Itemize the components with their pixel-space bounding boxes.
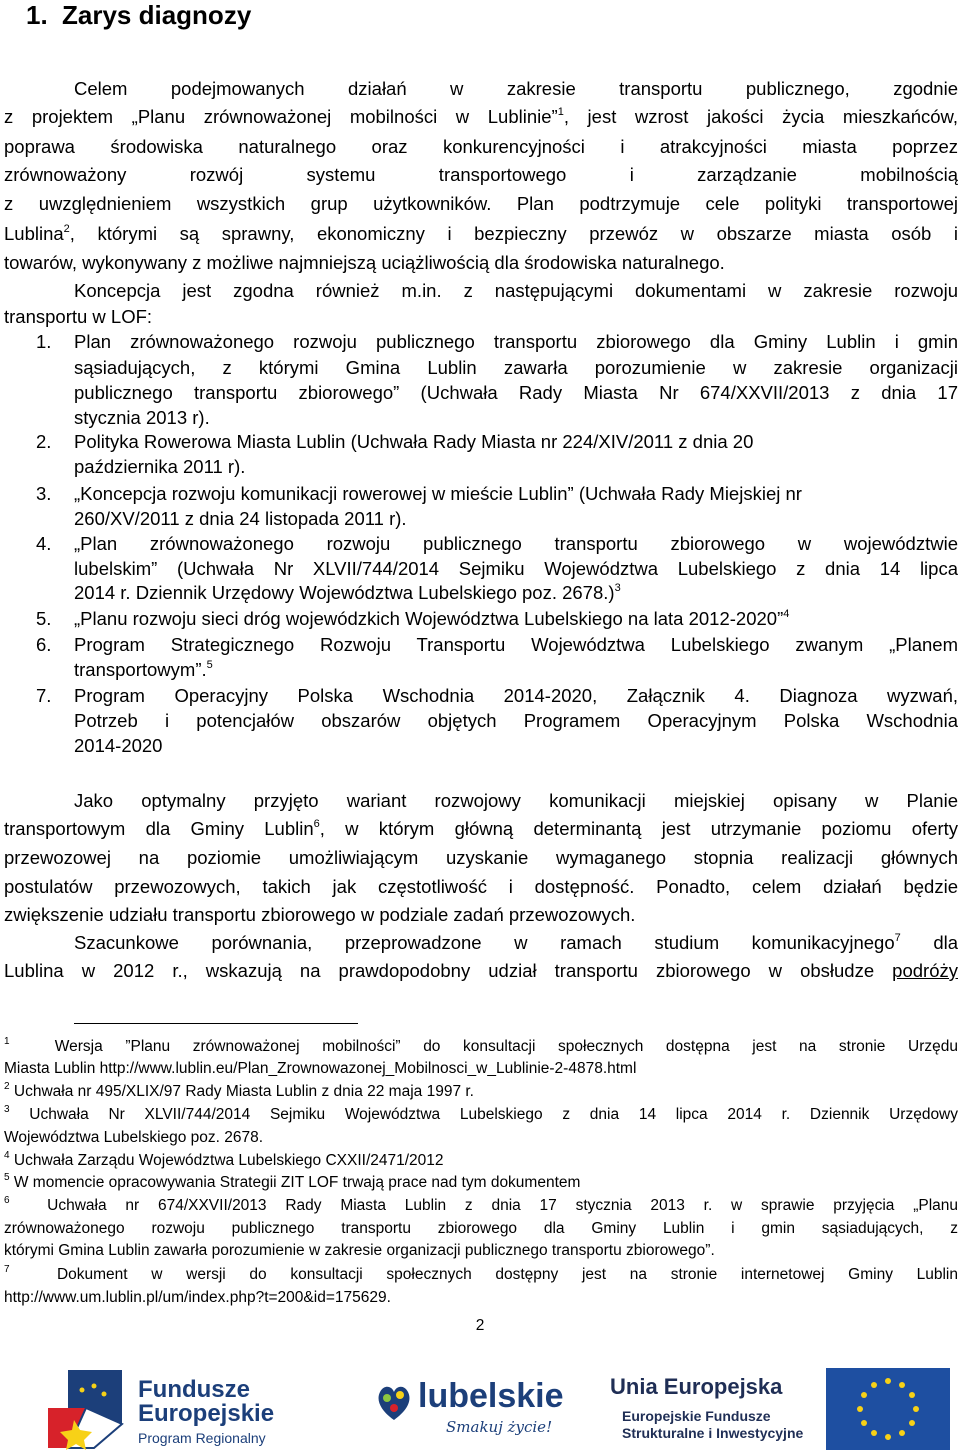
lubelskie-name: lubelskie	[418, 1377, 564, 1415]
body-line: Lublina$^2$, którymi są sprawny, ekonomiczny i bezpieczny przewóz w obszarze miasta osób i	[4, 223, 958, 244]
footnote: którymi Gmina Lublin zawarła porozumienie w zakresie organizacji publicznego transportu zbiorowego”.	[4, 1242, 715, 1259]
body-line: Lublina w 2012 r., wskazują na prawdopodobny udział transportu zbiorowego w obsłudze podróży	[4, 960, 958, 981]
body-line: towarów, wykonywany z możliwe najmniejszą uciążliwością dla środowiska naturalnego.	[4, 252, 725, 273]
footnote: $^7$ Dokument w wersji do konsultacji społecznych dostępny jest na stronie internetowej Gminy Lublin	[4, 1264, 958, 1283]
list-item-line: „Planu rozwoju sieci dróg wojewódzkich Województwa Lubelskiego na lata 2012-2020”$^4$	[74, 608, 790, 629]
footnote-ref: 7	[894, 932, 901, 944]
footnote: $^4$ Uchwała Zarządu Województwa Lubelskiego CXXII/2471/2012	[4, 1150, 444, 1169]
body-line: Koncepcja jest zgodna również m.in. z następującymi dokumentami w zakresie rozwoju	[74, 280, 958, 301]
footnote: Województwa Lubelskiego poz. 2678.	[4, 1129, 264, 1146]
body-line: Jako optymalny przyjęto wariant rozwojowy komunikacji miejskiej opisany w Planie	[74, 790, 958, 811]
heading-title: Zarys diagnozy	[62, 0, 252, 30]
lubelskie-tagline: Smakuj życie!	[446, 1418, 553, 1436]
body-line: z uwzględnieniem wszystkich grup użytkowników. Plan podtrzymuje cele polityki transportowej	[4, 193, 958, 214]
body-line: transportu w LOF:	[4, 306, 153, 327]
footnote-ref: 1	[557, 106, 564, 118]
footnote: Miasta Lublin http://www.lublin.eu/Plan_Zrownowazonej_Mobilnosci_w_Lublinie-2-4878.html	[4, 1060, 637, 1077]
footnote-ref: 5	[206, 659, 213, 671]
footnote: $^1$ Wersja ”Planu zrównoważonej mobilności” do konsultacji społecznych dostępna jest na stronie Urzędu	[4, 1036, 958, 1055]
fundusze-europejskie-logo	[34, 1366, 294, 1454]
section-heading	[26, 0, 251, 30]
list-item-line: „Plan zrównoważonego rozwoju publicznego transportu zbiorowego w województwie	[74, 533, 958, 554]
footnote: http://www.um.lublin.pl/um/index.php?t=200&id=175629.	[4, 1289, 391, 1306]
footnote-ref: 2	[63, 223, 70, 235]
footnote: $^5$ W momencie opracowywania Strategii ZIT LOF trwają prace nad tym dokumentem	[4, 1172, 581, 1191]
eu-flag-icon	[826, 1368, 950, 1450]
body-line: Celem podejmowanych działań w zakresie transportu publicznego, zgodnie	[74, 78, 958, 99]
lubelskie-heart-icon	[374, 1380, 414, 1424]
list-item-line: 260/XV/2011 z dnia 24 listopada 2011 r).	[74, 508, 407, 529]
footnote-ref: 6	[313, 818, 320, 830]
list-item-line: Program Strategicznego Rozwoju Transportu Województwa Lubelskiego zwanym „Planem	[74, 634, 958, 655]
ue-fund-line1: Europejskie Fundusze	[622, 1408, 771, 1424]
body-line: zwiększenie udziału transportu zbiorowego w podziale zadań przewozowych.	[4, 904, 636, 925]
page-number: 2	[475, 1317, 485, 1334]
fe-emblem-icon	[34, 1366, 134, 1450]
fe-title-line2: Europejskie	[138, 1400, 275, 1427]
body-line: transportowym dla Gminy Lublin$^6$, w którym główną determinantą jest utrzymanie poziomu oferty	[4, 818, 958, 839]
list-item-line: października 2011 r).	[74, 456, 246, 477]
footnote: $^6$ Uchwała nr 674/XXVII/2013 Rady Miasta Lublin z dnia 17 stycznia 2013 r. w sprawie przyjęcia „Planu	[4, 1195, 958, 1214]
footnote: zrównoważonego rozwoju publicznego transportu zbiorowego dla Gminy Lublin i gmin sąsiadujących, z	[4, 1220, 958, 1237]
footnote: $^3$ Uchwała Nr XLVII/744/2014 Sejmiku Województwa Lubelskiego z dnia 14 lipca 2014 r. Dziennik Urzędowy	[4, 1104, 958, 1123]
list-item-line: Plan zrównoważonego rozwoju publicznego transportu zbiorowego dla Gminy Lublin i gmin	[74, 331, 958, 352]
list-item-line: „Koncepcja rozwoju komunikacji rowerowej w mieście Lublin” (Uchwała Rady Miejskiej nr	[74, 483, 802, 504]
list-number: 5.	[36, 608, 52, 629]
body-line: z projektem „Planu zrównoważonej mobilności w Lublinie”$^1$, jest wzrost jakości życia mieszkańców,	[4, 106, 958, 127]
fe-title-line1: Fundusze	[138, 1376, 250, 1403]
fe-program: Program Regionalny	[138, 1430, 266, 1446]
list-item-line: publicznego transportu zbiorowego” (Uchwała Rady Miasta Nr 674/XXVII/2013 z dnia 17	[74, 382, 958, 403]
ue-title: Unia Europejska	[610, 1374, 783, 1399]
list-item-line: Polityka Rowerowa Miasta Lublin (Uchwała Rady Miasta nr 224/XIV/2011 z dnia 20	[74, 431, 754, 452]
list-item-line: Program Operacyjny Polska Wschodnia 2014-2020, Załącznik 4. Diagnoza wyzwań,	[74, 685, 958, 706]
lubelskie-logo	[374, 1376, 574, 1446]
heading-number: 1.	[26, 0, 48, 30]
list-number: 1.	[36, 331, 52, 352]
footnote-separator	[74, 1023, 358, 1024]
list-item-line: Potrzeb i potencjałów obszarów objętych Programem Operacyjnym Polska Wschodnia	[74, 710, 958, 731]
ue-fund-line2: Strukturalne i Inwestycyjne	[622, 1425, 804, 1441]
list-item-line: stycznia 2013 r).	[74, 407, 210, 428]
list-number: 4.	[36, 533, 52, 554]
unia-europejska-logo	[606, 1368, 956, 1452]
list-item-line: lubelskim” (Uchwała Nr XLVII/744/2014 Sejmiku Województwa Lubelskiego z dnia 14 lipca	[74, 558, 958, 579]
funding-logos	[0, 1362, 960, 1456]
list-number: 6.	[36, 634, 52, 655]
list-item-line: transportowym”.$^5$	[74, 659, 213, 680]
footnote-ref: 4	[783, 608, 790, 620]
list-item-line: 2014-2020	[74, 735, 163, 756]
body-line: Szacunkowe porównania, przeprowadzone w ramach studium komunikacyjnego$^7$ dla	[74, 932, 958, 953]
body-line: zrównoważony rozwój systemu transportowego i zarządzanie mobilnością	[4, 164, 958, 185]
footnote-ref: 3	[614, 582, 621, 594]
footnote: $^2$ Uchwała nr 495/XLIX/97 Rady Miasta Lublin z dnia 22 maja 1997 r.	[4, 1081, 474, 1100]
list-item-line: 2014 r. Dziennik Urzędowy Województwa Lubelskiego poz. 2678.)$^3$	[74, 582, 621, 603]
body-line: poprawa środowiska naturalnego oraz konkurencyjności i atrakcyjności miasta poprzez	[4, 136, 958, 157]
body-line: przewozowej na poziomie umożliwiającym uzyskanie wymaganego stopnia realizacji głównych	[4, 847, 958, 868]
body-line: postulatów przewozowych, takich jak częstotliwość i dostępność. Ponadto, celem działań będzie	[4, 876, 958, 897]
list-item-line: sąsiadujących, z którymi Gmina Lublin zawarła porozumienie w zakresie organizacji	[74, 357, 958, 378]
list-number: 2.	[36, 431, 52, 452]
list-number: 3.	[36, 483, 52, 504]
list-number: 7.	[36, 685, 52, 706]
